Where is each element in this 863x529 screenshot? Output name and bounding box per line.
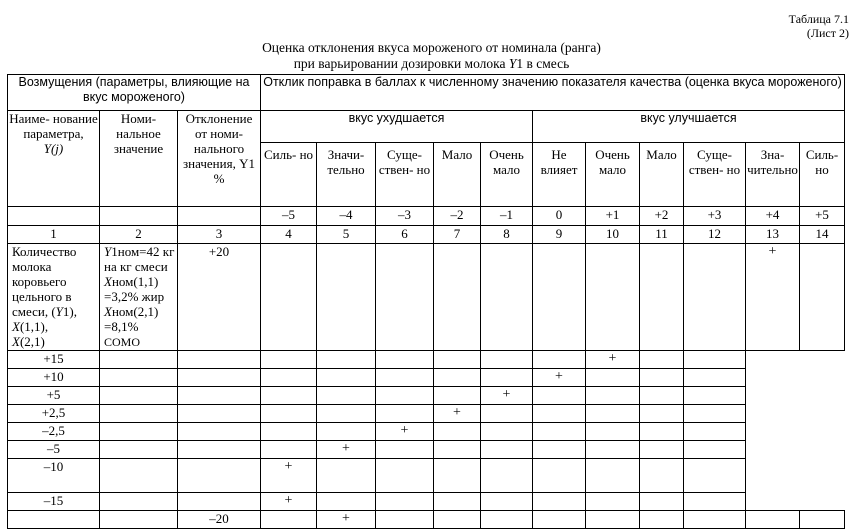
deviation-cell: –10 <box>8 459 100 493</box>
empty-cell <box>100 405 178 423</box>
empty-cell <box>8 207 100 226</box>
empty-cell <box>261 511 317 529</box>
empty-cell <box>640 459 684 493</box>
empty-cell <box>586 459 640 493</box>
empty-cell <box>434 351 481 369</box>
level-header-12: Суще- ствен- но <box>684 143 746 207</box>
sheet-number: (Лист 2) <box>806 26 849 40</box>
empty-cell <box>684 493 746 511</box>
empty-cell <box>317 459 376 493</box>
empty-cell <box>640 244 684 351</box>
empty-cell <box>434 441 481 459</box>
table-row <box>8 511 845 529</box>
column-number: 14 <box>800 226 845 244</box>
level-header-10: Очень мало <box>586 143 640 207</box>
empty-cell <box>317 369 376 387</box>
level-header-8: Очень мало <box>481 143 533 207</box>
empty-cell <box>481 244 533 351</box>
table-row <box>8 387 845 405</box>
empty-cell <box>100 207 178 226</box>
score-cell: –4 <box>317 207 376 226</box>
empty-cell <box>434 423 481 441</box>
empty-cell <box>376 493 434 511</box>
empty-cell <box>684 423 746 441</box>
empty-cell <box>261 387 317 405</box>
empty-cell <box>481 369 533 387</box>
column-number: 11 <box>640 226 684 244</box>
empty-cell <box>640 441 684 459</box>
empty-cell <box>434 244 481 351</box>
empty-cell <box>261 351 317 369</box>
score-cell: –2 <box>434 207 481 226</box>
empty-cell <box>100 387 178 405</box>
empty-cell <box>640 369 684 387</box>
level-header-9: Не влияет <box>533 143 586 207</box>
header-disturbances: Возмущения (параметры, влияющие на вкус мороженого) <box>8 75 261 111</box>
column-number: 6 <box>376 226 434 244</box>
column-number: 4 <box>261 226 317 244</box>
plus-mark: + <box>261 493 317 511</box>
header-deviation: Отклонение от номи- нального значения, Y1 % <box>178 111 261 207</box>
empty-cell <box>533 459 586 493</box>
empty-cell <box>376 511 434 529</box>
title-line2-pre: при варьировании дозировки молока <box>293 56 509 71</box>
header-worse: вкус ухудшается <box>261 111 533 143</box>
column-number: 5 <box>317 226 376 244</box>
empty-cell <box>684 244 746 351</box>
empty-cell <box>684 387 746 405</box>
empty-cell <box>261 423 317 441</box>
column-number: 1 <box>8 226 100 244</box>
empty-cell <box>100 511 178 529</box>
empty-cell <box>481 441 533 459</box>
header-response: Отклик поправка в баллах к численному значению показателя качества (оценка вкуса мороженого) <box>261 75 845 111</box>
empty-cell <box>376 244 434 351</box>
empty-cell <box>640 423 684 441</box>
empty-cell <box>376 351 434 369</box>
title-line2-var: Y <box>508 56 517 71</box>
empty-cell <box>684 511 746 529</box>
deviation-cell: –5 <box>8 441 100 459</box>
empty-cell <box>100 493 178 511</box>
level-header-5: Значи- тельно <box>317 143 376 207</box>
plus-mark: + <box>586 351 640 369</box>
empty-cell <box>100 441 178 459</box>
empty-cell <box>481 511 533 529</box>
empty-cell <box>8 511 100 529</box>
level-header-11: Мало <box>640 143 684 207</box>
empty-cell <box>376 369 434 387</box>
plus-mark: + <box>376 423 434 441</box>
score-cell: +1 <box>586 207 640 226</box>
empty-cell <box>481 493 533 511</box>
empty-cell <box>533 405 586 423</box>
empty-cell <box>178 387 261 405</box>
empty-cell <box>746 511 800 529</box>
empty-cell <box>586 405 640 423</box>
score-cell: –5 <box>261 207 317 226</box>
empty-cell <box>178 441 261 459</box>
nominal-value-cell: Y1ном=42 кг на кг смеси Xном(1,1) =3,2% жир Xном(2,1) =8,1% СОМО <box>100 244 178 351</box>
quality-table <box>7 74 845 529</box>
table-row <box>8 369 845 387</box>
empty-cell <box>586 441 640 459</box>
empty-cell <box>481 423 533 441</box>
empty-cell <box>317 351 376 369</box>
table-row <box>8 405 845 423</box>
empty-cell <box>178 351 261 369</box>
empty-cell <box>684 351 746 369</box>
table-title-line1: Оценка отклонения вкуса мороженого от номинала (ранга) <box>262 40 601 55</box>
column-number: 2 <box>100 226 178 244</box>
score-cell: –1 <box>481 207 533 226</box>
empty-cell <box>533 244 586 351</box>
column-number: 13 <box>746 226 800 244</box>
empty-cell <box>376 387 434 405</box>
empty-cell <box>261 369 317 387</box>
deviation-cell: –20 <box>178 511 261 529</box>
deviation-cell: +15 <box>8 351 100 369</box>
column-number: 7 <box>434 226 481 244</box>
empty-cell <box>434 511 481 529</box>
empty-cell <box>684 405 746 423</box>
empty-cell <box>100 369 178 387</box>
table-number: Таблица 7.1 <box>788 12 849 26</box>
empty-cell <box>640 493 684 511</box>
empty-cell <box>376 441 434 459</box>
level-header-6: Суще- ствен- но <box>376 143 434 207</box>
empty-cell <box>481 405 533 423</box>
title-line2-post: 1 в смесь <box>516 56 570 71</box>
table-row <box>8 459 845 493</box>
empty-cell <box>376 405 434 423</box>
empty-cell <box>434 459 481 493</box>
score-cell: +5 <box>800 207 845 226</box>
empty-cell <box>317 405 376 423</box>
column-number: 8 <box>481 226 533 244</box>
empty-cell <box>481 459 533 493</box>
empty-cell <box>533 423 586 441</box>
table-title-line2 <box>0 56 863 72</box>
empty-cell <box>317 244 376 351</box>
empty-cell <box>434 369 481 387</box>
deviation-cell: +2,5 <box>8 405 100 423</box>
table-row <box>8 493 845 511</box>
plus-mark: + <box>317 511 376 529</box>
level-header-14: Силь- но <box>800 143 845 207</box>
deviation-cell: +20 <box>178 244 261 351</box>
empty-cell <box>178 423 261 441</box>
empty-cell <box>178 369 261 387</box>
column-number: 3 <box>178 226 261 244</box>
empty-cell <box>261 244 317 351</box>
empty-cell <box>533 441 586 459</box>
empty-cell <box>586 369 640 387</box>
empty-cell <box>434 387 481 405</box>
column-number: 10 <box>586 226 640 244</box>
level-header-7: Мало <box>434 143 481 207</box>
empty-cell <box>317 493 376 511</box>
plus-mark: + <box>317 441 376 459</box>
empty-cell <box>533 387 586 405</box>
empty-cell <box>586 387 640 405</box>
empty-cell <box>800 511 845 529</box>
param-name-label: Наиме- нование параметра, <box>9 111 98 141</box>
table-row <box>8 423 845 441</box>
score-cell: +2 <box>640 207 684 226</box>
plus-mark: + <box>481 387 533 405</box>
table-row <box>8 351 845 369</box>
table-row <box>8 441 845 459</box>
plus-mark: + <box>434 405 481 423</box>
score-cell: +4 <box>746 207 800 226</box>
empty-cell <box>684 459 746 493</box>
param-name-var: Y(j) <box>43 141 64 156</box>
empty-cell <box>640 351 684 369</box>
empty-cell <box>586 244 640 351</box>
param-name-cell: Количество молока коровьего цельного в смеси, (Y1), X(1,1), X(2,1) <box>8 244 100 351</box>
score-cell: +3 <box>684 207 746 226</box>
deviation-cell: +5 <box>8 387 100 405</box>
header-param-name <box>8 111 100 207</box>
empty-cell <box>586 423 640 441</box>
empty-cell <box>481 351 533 369</box>
empty-cell <box>376 459 434 493</box>
level-header-4: Силь- но <box>261 143 317 207</box>
empty-cell <box>684 441 746 459</box>
level-header-13: Зна- чительно <box>746 143 800 207</box>
header-nominal: Номи- нальное значение <box>100 111 178 207</box>
empty-cell <box>640 387 684 405</box>
empty-cell <box>100 423 178 441</box>
empty-cell <box>261 405 317 423</box>
empty-cell <box>317 387 376 405</box>
empty-cell <box>533 351 586 369</box>
empty-cell <box>178 207 261 226</box>
deviation-cell: –2,5 <box>8 423 100 441</box>
empty-cell <box>317 423 376 441</box>
score-cell: 0 <box>533 207 586 226</box>
empty-cell <box>640 405 684 423</box>
plus-mark: + <box>261 459 317 493</box>
empty-cell <box>261 441 317 459</box>
empty-cell <box>586 493 640 511</box>
empty-cell <box>434 493 481 511</box>
empty-cell <box>640 511 684 529</box>
empty-cell <box>100 351 178 369</box>
empty-cell <box>800 244 845 351</box>
empty-cell <box>533 493 586 511</box>
column-number: 12 <box>684 226 746 244</box>
empty-cell <box>586 511 640 529</box>
empty-cell <box>178 493 261 511</box>
deviation-cell: –15 <box>8 493 100 511</box>
column-number: 9 <box>533 226 586 244</box>
empty-cell <box>178 459 261 493</box>
empty-cell <box>100 459 178 493</box>
score-cell: –3 <box>376 207 434 226</box>
plus-mark: + <box>746 244 800 351</box>
header-better: вкус улучшается <box>533 111 845 143</box>
empty-cell <box>533 511 586 529</box>
plus-mark: + <box>533 369 586 387</box>
empty-cell <box>684 369 746 387</box>
deviation-cell: +10 <box>8 369 100 387</box>
table-row <box>8 244 845 351</box>
empty-cell <box>178 405 261 423</box>
